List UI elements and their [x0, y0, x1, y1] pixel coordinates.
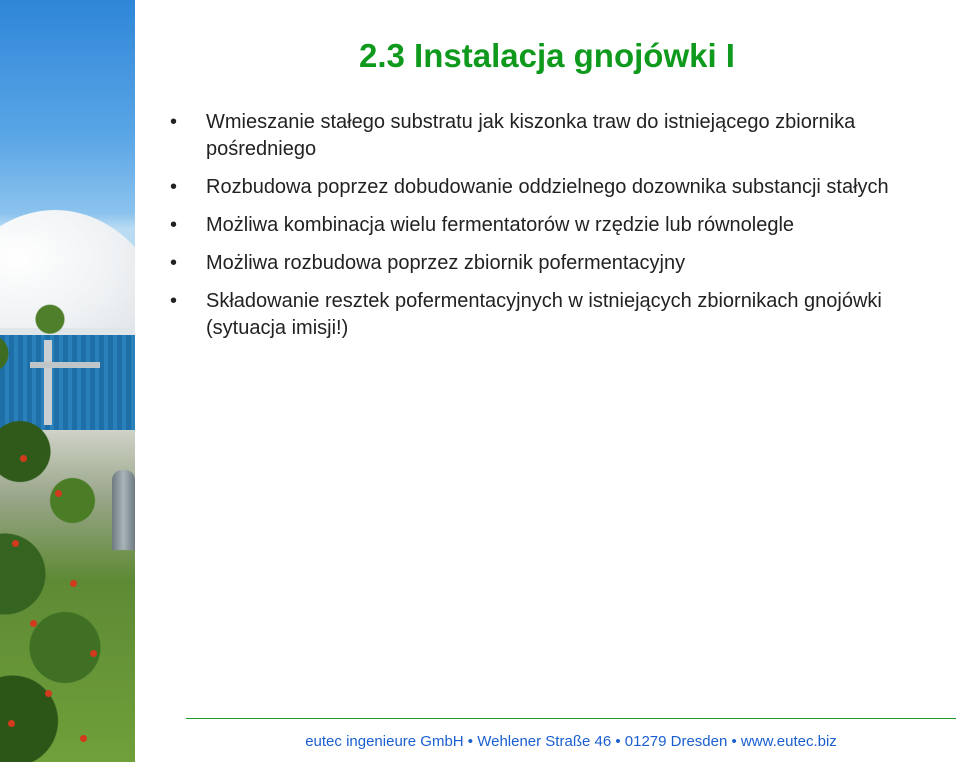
- berry: [8, 720, 15, 727]
- bullet-text: Wmieszanie stałego substratu jak kiszonka traw do istniejącego zbiornika pośredniego: [206, 111, 856, 160]
- berry: [12, 540, 19, 547]
- bullet-dot: •: [170, 111, 178, 133]
- bullet-list: [170, 109, 940, 353]
- bullet-text: Możliwa rozbudowa poprzez zbiornik pofermentacyjny: [206, 252, 686, 274]
- bullet-item: [170, 212, 940, 239]
- bullet-text: Rozbudowa poprzez dobudowanie oddzielnego dozownika substancji stałych: [206, 176, 889, 198]
- bullet-item: [170, 174, 940, 201]
- bullet-text: Możliwa kombinacja wielu fermentatorów w rzędzie lub równolegle: [206, 214, 795, 236]
- rosehip-bush: [0, 280, 110, 762]
- berry: [30, 620, 37, 627]
- footer-text: eutec ingenieure GmbH • Wehlener Straße 46 • 01279 Dresden • www.eutec.biz: [305, 733, 837, 750]
- bullet-dot: •: [170, 214, 178, 236]
- berry: [70, 580, 77, 587]
- bullet-item: [170, 288, 940, 342]
- bullet-text: Składowanie resztek pofermentacyjnych w istniejących zbiornikach gnojówki (sytuacja imisji!): [206, 290, 882, 339]
- footer-rule: [186, 718, 956, 719]
- bullet-dot: •: [170, 290, 178, 312]
- berry: [20, 455, 27, 462]
- berry: [80, 735, 87, 742]
- grey-pipe: [112, 470, 135, 550]
- bullet-item: [170, 250, 940, 277]
- bullet-dot: •: [170, 252, 178, 274]
- berry: [45, 690, 52, 697]
- bullet-dot: •: [170, 176, 178, 198]
- biogas-plant-photo: [0, 0, 135, 762]
- slide-title: 2.3 Instalacja gnojówki I: [359, 37, 735, 74]
- berry: [55, 490, 62, 497]
- berry: [90, 650, 97, 657]
- bullet-item: [170, 109, 940, 163]
